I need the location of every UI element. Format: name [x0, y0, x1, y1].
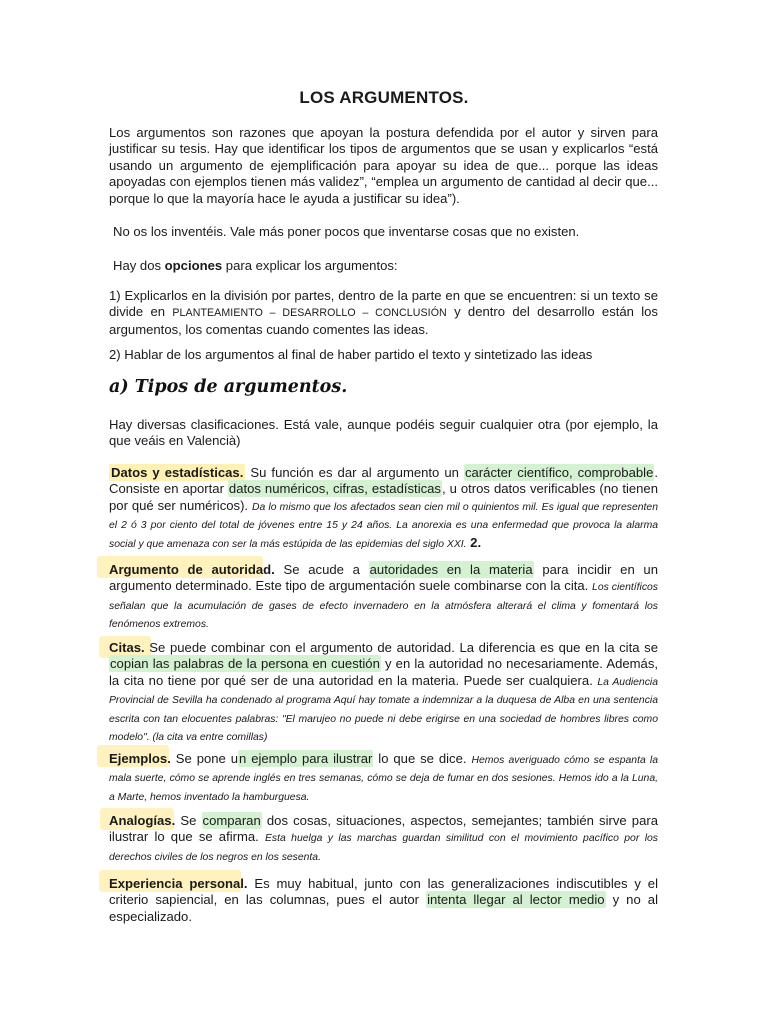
ejemplos-text-2: lo que se dice. — [373, 751, 472, 766]
experiencia-text-1: Es muy habitual, junto con las generalizaciones indiscutibles y el criterio sapiencial, en las columnas, pues el autor — [109, 876, 658, 908]
page-title: LOS ARGUMENTOS. — [299, 88, 469, 107]
no-inventeis-paragraph: No os los inventéis. Vale más poner pocos que inventarse cosas que no existen. — [113, 224, 580, 239]
opciones-paragraph — [113, 258, 662, 274]
datos-text-3: , u otros datos verificables (no tienen por qué ser numéricos). — [109, 481, 658, 513]
datos-text-1: Su función es dar al argumento un — [245, 465, 464, 480]
clasificaciones-paragraph: Hay diversas clasificaciones. Está vale, aunque podéis seguir cualquier otra (por ejemplo, la que veáis en Valencià) — [109, 417, 658, 449]
opcion-1-paragraph — [109, 288, 658, 338]
opciones-post: para explicar los argumentos: — [222, 258, 398, 273]
autoridad-highlight: autoridades en la materia — [369, 562, 533, 577]
analogias-example: Esta huelga y las marchas guardan similitud con el movimiento pacífico por los derechos civiles de los negros en los sesenta. — [109, 833, 658, 863]
ejemplos-text-1: Se pone u — [170, 751, 239, 766]
citas-highlight: copian las palabras de la persona en cuestión — [110, 656, 380, 672]
analogias-text-1: Se — [175, 813, 202, 828]
ejemplos-label: Ejemplos. — [109, 751, 171, 766]
analogias-text-2: dos cosas, situaciones, aspectos, semejantes; también sirve para ilustrar lo que se afirma. — [109, 813, 659, 845]
datos-example: Da lo mismo que los afectados sean cien mil o quinientos mil. Es igual que representen el 2 ó 3 por ciento del total de jóvenes entre 15 y 24 años. La anorexia es una enfermedad que provoca la alarma social y que amenaza con ser la más estúpida de las epidemias del siglo XXI. — [109, 501, 658, 550]
ejemplos-example: Hemos averiguado cómo se espanta la mala suerte, cómo se aprende inglés en tres semanas, cómo se deja de fumar en dos sesiones. Hemos ido a la Luna, a Marte, hemos inventado la hamburguesa. — [109, 755, 658, 803]
analogias-label: Analogías. — [109, 813, 176, 828]
opciones-pre: Hay dos — [113, 258, 165, 273]
autoridad-example: Los científicos señalan que la acumulación de gases de efecto invernadero en la atmósfera alterará el clima y fomentará los fenómenos extremos. — [109, 582, 658, 631]
experiencia-text-2: y no al especializado. — [109, 892, 659, 924]
datos-label: Datos y estadísticas. — [111, 465, 244, 480]
opcion-1-smallcaps: PLANTEAMIENTO – DESARROLLO – CONCLUSIÓN — [172, 307, 447, 320]
ejemplos-paragraph — [109, 751, 658, 806]
datos-paragraph — [109, 465, 658, 553]
experiencia-highlight: intenta llegar al lector medio — [427, 892, 605, 908]
analogias-highlight: comparan — [202, 813, 261, 828]
datos-text-2: . Consiste en aportar — [109, 465, 658, 497]
opcion-1-post: y dentro del desarrollo están los argumentos, los comentas cuando comentes las ideas. — [109, 304, 658, 337]
opciones-bold: opciones — [164, 258, 223, 273]
datos-highlight-2: datos numéricos, cifras, estadísticas — [228, 481, 441, 497]
citas-text-1: Se puede combinar con el argumento de autoridad. La diferencia es que en la cita se — [144, 640, 658, 655]
autoridad-text-1: Se acude a — [274, 562, 369, 577]
citas-example: La Audiencia Provincial de Sevilla ha condenado al programa Aquí hay tomate a indemnizar a la duquesa de Alba en una sentencia escrita con tan elocuentes palabras: "El marujeo no puede ni debe erigirse en una sociedad de hombres libres como modelo". (la cita va entre comillas) — [109, 676, 658, 744]
opcion-2-paragraph: 2) Hablar de los argumentos al final de haber partido el texto y sintetizado las ideas — [109, 347, 593, 362]
citas-paragraph — [109, 640, 658, 746]
ejemplos-highlight: n ejemplo para ilustrar — [239, 751, 373, 766]
experiencia-paragraph — [109, 876, 658, 925]
analogias-paragraph — [109, 813, 658, 866]
datos-tail: 2. — [466, 534, 482, 550]
datos-highlight-1: carácter científico, comprobable — [464, 465, 654, 480]
autoridad-text-2: para incidir en un argumento determinado. Este tipo de argumentación suele combinarse con la cita. — [109, 562, 658, 594]
experiencia-label: Experiencia personal. — [109, 876, 248, 891]
citas-label: Citas. — [109, 640, 145, 655]
citas-text-2: y en la autoridad no necesariamente. Además, la cita no tiene por qué ser de una autoridad en la materia. Puede ser cualquiera. — [109, 656, 659, 688]
autoridad-paragraph — [109, 562, 658, 634]
autoridad-label: Argumento de autoridad. — [109, 562, 275, 577]
section-heading: a) Tipos de argumentos. — [109, 377, 348, 397]
intro-paragraph: Los argumentos son razones que apoyan la postura defendida por el autor y sirven para justificar su tesis. Hay que identificar los tipos de argumentos que se usan y explicarlos “está usando un argumento de ejemplificación para apoyar su idea de que... porque las ideas apoyadas con ejemplos tienen más validez”, “emplea un argumento de cantidad al decir que... porque lo que la mayoría hace le ayuda a justificar su idea”). — [109, 125, 658, 206]
opcion-1-pre: 1) Explicarlos en la división por partes, dentro de la parte en que se encuentren: si un texto se divide en — [109, 288, 658, 320]
